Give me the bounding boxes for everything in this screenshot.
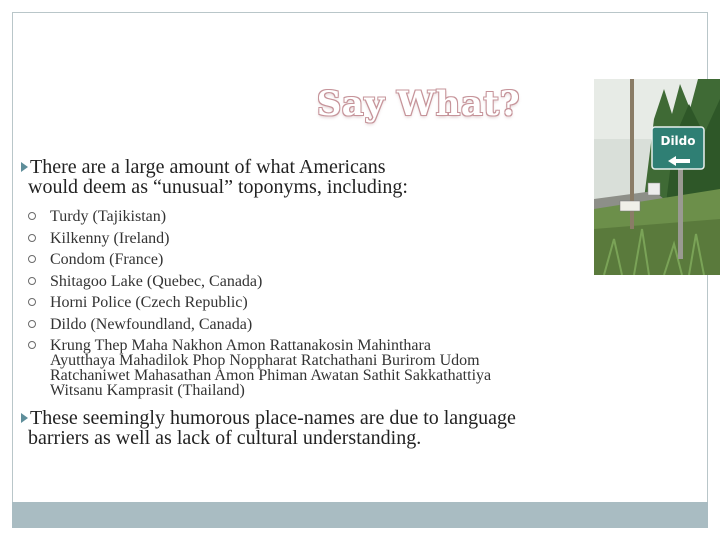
svg-text:Dildo: Dildo — [660, 134, 696, 148]
circle-bullet-icon — [28, 341, 36, 349]
list-item: Kilkenny (Ireland) — [28, 228, 668, 250]
circle-bullet-icon — [28, 277, 36, 285]
bullet-item: These seemingly humorous place-names are due to language barriers as well as lack of cultural understanding. — [20, 408, 600, 448]
circle-bullet-icon — [28, 212, 36, 220]
circle-bullet-icon — [28, 298, 36, 306]
bullet-arrow-icon — [20, 158, 30, 176]
list-item: Shitagoo Lake (Quebec, Canada) — [28, 271, 668, 293]
slide-title: Say What? — [316, 84, 520, 124]
bottom-bar — [12, 502, 708, 528]
list-item: Turdy (Tajikistan) — [28, 206, 668, 228]
circle-bullet-icon — [28, 234, 36, 242]
bullet-item: There are a large amount of what Americans would deem as “unusual” toponyms, including: — [20, 157, 600, 197]
toponym-list — [28, 206, 668, 398]
bullet-arrow-icon — [20, 409, 30, 427]
circle-bullet-icon — [28, 320, 36, 328]
list-item: Dildo (Newfoundland, Canada) — [28, 314, 668, 336]
list-item-thailand: Krung Thep Maha Nakhon Amon Rattanakosin Mahinthara Ayutthaya Mahadilok Phop Noppharat Ratchathani Burirom Udom Ratchaniwet Mahasathan Amon Phiman Awatan Sathit Sakkathattiya Witsanu Kamprasit (Thailand) — [28, 338, 668, 398]
list-item: Condom (France) — [28, 249, 668, 271]
circle-bullet-icon — [28, 255, 36, 263]
list-item: Horni Police (Czech Republic) — [28, 292, 668, 314]
